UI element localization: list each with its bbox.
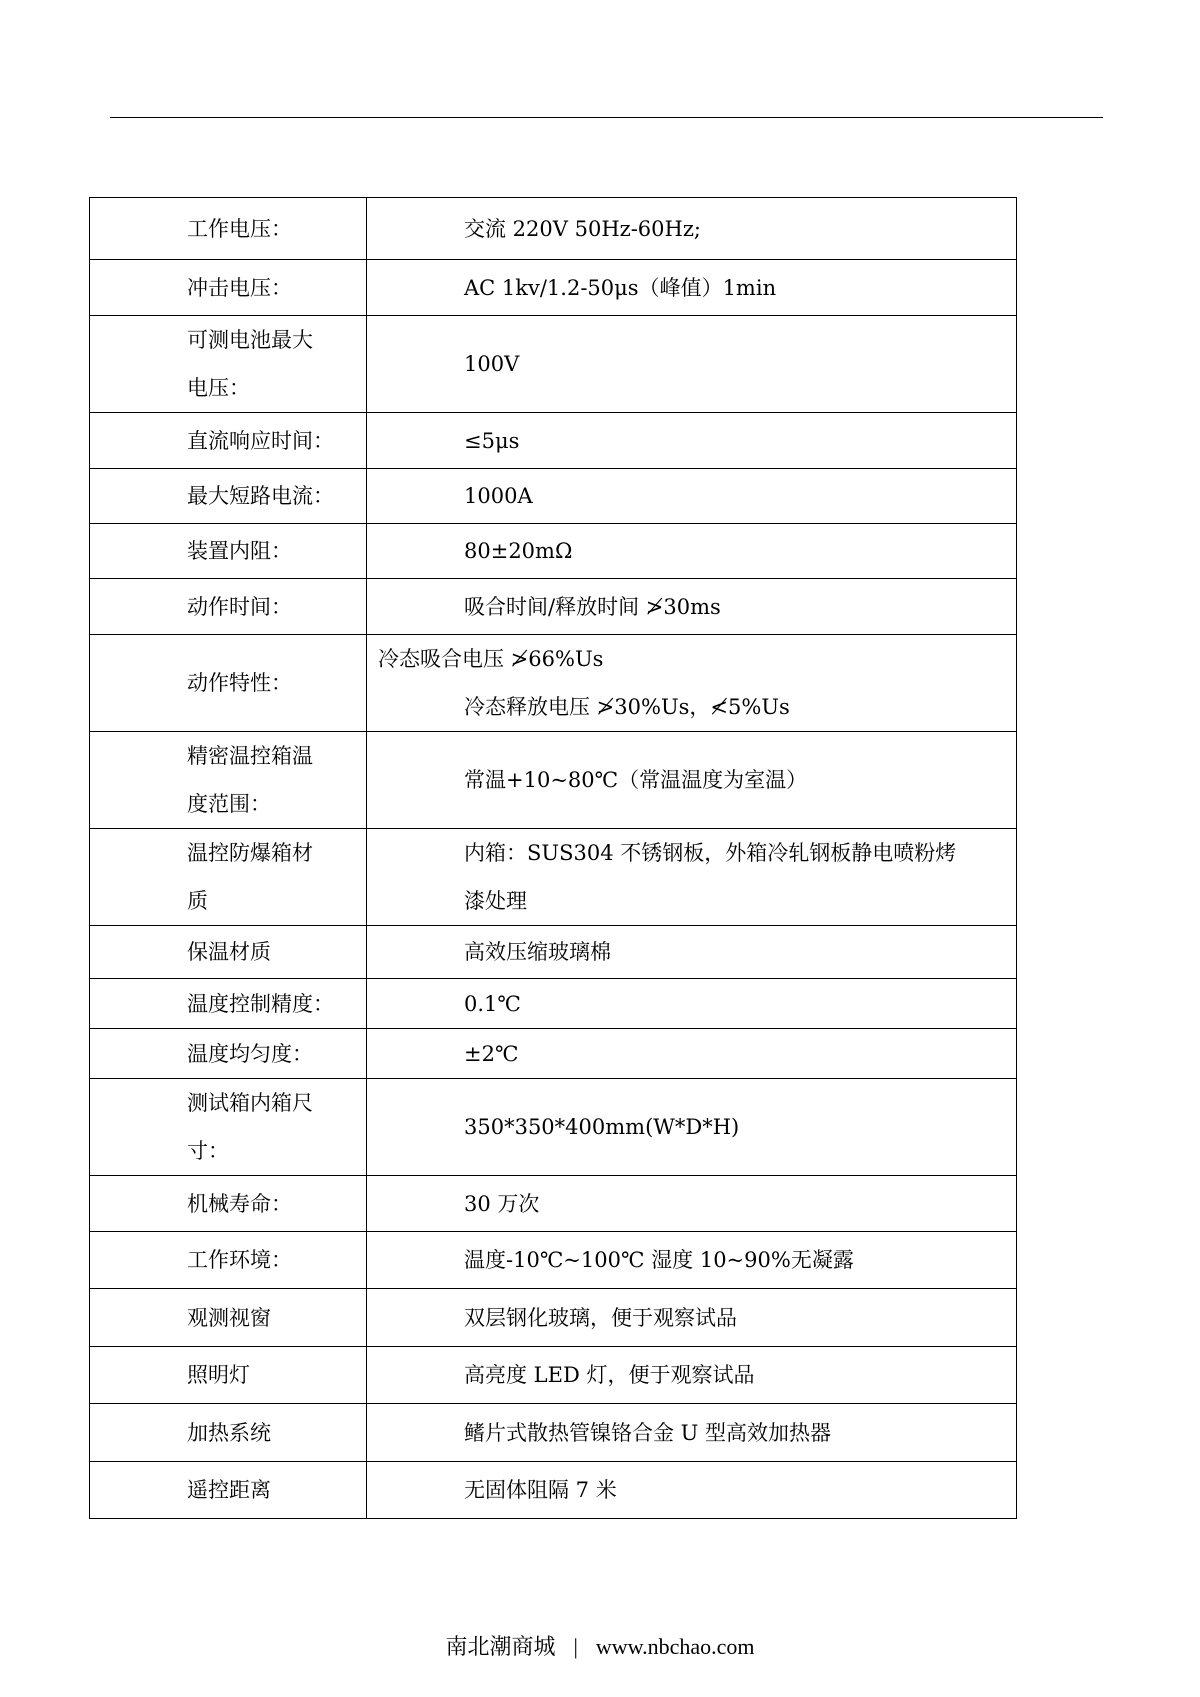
spec-label-line: 遥控距离 (187, 1478, 271, 1502)
header-rule (110, 117, 1103, 118)
spec-value (367, 260, 1017, 316)
spec-label (90, 979, 367, 1029)
spec-label (90, 1029, 367, 1079)
spec-row (90, 1176, 1017, 1232)
spec-row (90, 926, 1017, 979)
spec-row (90, 635, 1017, 732)
spec-value-line: 高亮度 LED 灯，便于观察试品 (464, 1363, 755, 1387)
spec-value-line: 内箱：SUS304 不锈钢板，外箱冷轧钢板静电喷粉烤 (464, 841, 957, 865)
footer-url[interactable]: www.nbchao.com (595, 1634, 755, 1659)
spec-label-line: 精密温控箱温 (187, 744, 313, 768)
spec-row (90, 1029, 1017, 1079)
spec-table (89, 197, 1017, 1519)
spec-label-line: 温控防爆箱材 (187, 841, 313, 865)
spec-label (90, 1462, 367, 1519)
spec-row (90, 1404, 1017, 1462)
spec-row (90, 579, 1017, 635)
spec-label (90, 524, 367, 579)
spec-value-line: 高效压缩玻璃棉 (464, 940, 611, 964)
spec-value (367, 469, 1017, 524)
spec-value-line: 冷态吸合电压 ≯66%Us (378, 647, 604, 671)
spec-label-line: 装置内阻： (187, 539, 292, 563)
spec-value (367, 1029, 1017, 1079)
spec-label-line: 度范围： (187, 792, 271, 816)
spec-row (90, 1347, 1017, 1404)
spec-value-line: 350*350*400mm(W*D*H) (464, 1115, 740, 1139)
spec-value-line: 0.1℃ (464, 991, 521, 1016)
spec-label-line: 照明灯 (187, 1363, 250, 1387)
spec-label-line: 最大短路电流： (187, 484, 334, 508)
spec-row (90, 1079, 1017, 1176)
spec-value-line: 鳍片式散热管镍铬合金 U 型高效加热器 (464, 1420, 832, 1445)
spec-value-line: 双层钢化玻璃，便于观察试品 (464, 1305, 737, 1330)
spec-label-line: 工作电压： (187, 216, 292, 241)
spec-label-line: 保温材质 (187, 940, 271, 964)
spec-value-line: 1000A (464, 484, 533, 508)
spec-value-line: 吸合时间/释放时间 ≯30ms (464, 594, 721, 619)
spec-label-line: 质 (187, 889, 208, 913)
spec-value-line: 温度-10℃~100℃ 湿度 10~90%无凝露 (464, 1248, 854, 1272)
spec-value-line: 100V (464, 352, 520, 376)
spec-value-line: AC 1kv/1.2-50μs（峰值）1min (464, 275, 777, 300)
spec-value (367, 829, 1017, 926)
spec-value-line: 30 万次 (464, 1191, 540, 1216)
spec-label (90, 1079, 367, 1176)
spec-label (90, 198, 367, 260)
spec-label (90, 260, 367, 316)
spec-value (367, 635, 1017, 732)
spec-value (367, 1176, 1017, 1232)
spec-value (367, 732, 1017, 829)
spec-value-line: 冷态释放电压 ≯30%Us，≮5%Us (464, 695, 790, 719)
spec-label-line: 电压： (187, 376, 250, 400)
spec-row (90, 260, 1017, 316)
footer (0, 1630, 1200, 1661)
spec-value-line: ≤5μs (464, 428, 520, 453)
spec-label-line: 动作特性： (187, 671, 292, 695)
spec-label (90, 413, 367, 469)
spec-value (367, 413, 1017, 469)
spec-row (90, 1289, 1017, 1347)
spec-label (90, 635, 367, 732)
spec-row (90, 732, 1017, 829)
spec-label-line: 加热系统 (187, 1420, 271, 1445)
spec-value (367, 1404, 1017, 1462)
spec-label (90, 316, 367, 413)
spec-label (90, 926, 367, 979)
spec-label-line: 温度控制精度： (187, 991, 334, 1016)
spec-label-line: 测试箱内箱尺 (187, 1091, 313, 1115)
footer-brand: 南北潮商城 (445, 1634, 556, 1659)
spec-value (367, 926, 1017, 979)
spec-label (90, 1232, 367, 1289)
spec-label (90, 1176, 367, 1232)
spec-value (367, 1462, 1017, 1519)
spec-value-line: ±2℃ (464, 1041, 519, 1066)
spec-value-line: 常温+10~80℃（常温温度为室温） (464, 768, 808, 792)
spec-label (90, 829, 367, 926)
spec-value-line: 交流 220V 50Hz-60Hz; (464, 216, 701, 241)
footer-separator: | (573, 1634, 578, 1659)
spec-row (90, 829, 1017, 926)
spec-row (90, 469, 1017, 524)
spec-value (367, 316, 1017, 413)
spec-value (367, 979, 1017, 1029)
spec-row (90, 979, 1017, 1029)
spec-label (90, 469, 367, 524)
spec-value-line: 80±20mΩ (464, 539, 573, 563)
spec-value (367, 1347, 1017, 1404)
spec-label-line: 动作时间： (187, 594, 292, 619)
spec-label-line: 直流响应时间： (187, 428, 334, 453)
spec-label (90, 1404, 367, 1462)
spec-label-line: 机械寿命： (187, 1191, 292, 1216)
spec-label-line: 温度均匀度： (187, 1041, 313, 1066)
spec-row (90, 524, 1017, 579)
spec-label-line: 可测电池最大 (187, 328, 313, 352)
spec-label (90, 579, 367, 635)
spec-row (90, 1462, 1017, 1519)
spec-row (90, 1232, 1017, 1289)
spec-table-body (90, 198, 1017, 1519)
spec-row (90, 316, 1017, 413)
spec-value (367, 1079, 1017, 1176)
spec-row (90, 198, 1017, 260)
spec-label (90, 1289, 367, 1347)
spec-value (367, 524, 1017, 579)
spec-value-line: 漆处理 (464, 889, 527, 913)
spec-value (367, 1232, 1017, 1289)
spec-value-line: 无固体阻隔 7 米 (464, 1478, 617, 1502)
spec-label (90, 732, 367, 829)
spec-value (367, 198, 1017, 260)
spec-label-line: 寸： (187, 1139, 229, 1163)
spec-label-line: 工作环境： (187, 1248, 292, 1272)
spec-value (367, 579, 1017, 635)
spec-label (90, 1347, 367, 1404)
spec-row (90, 413, 1017, 469)
spec-label-line: 冲击电压： (187, 275, 292, 300)
spec-label-line: 观测视窗 (187, 1305, 271, 1330)
spec-value (367, 1289, 1017, 1347)
